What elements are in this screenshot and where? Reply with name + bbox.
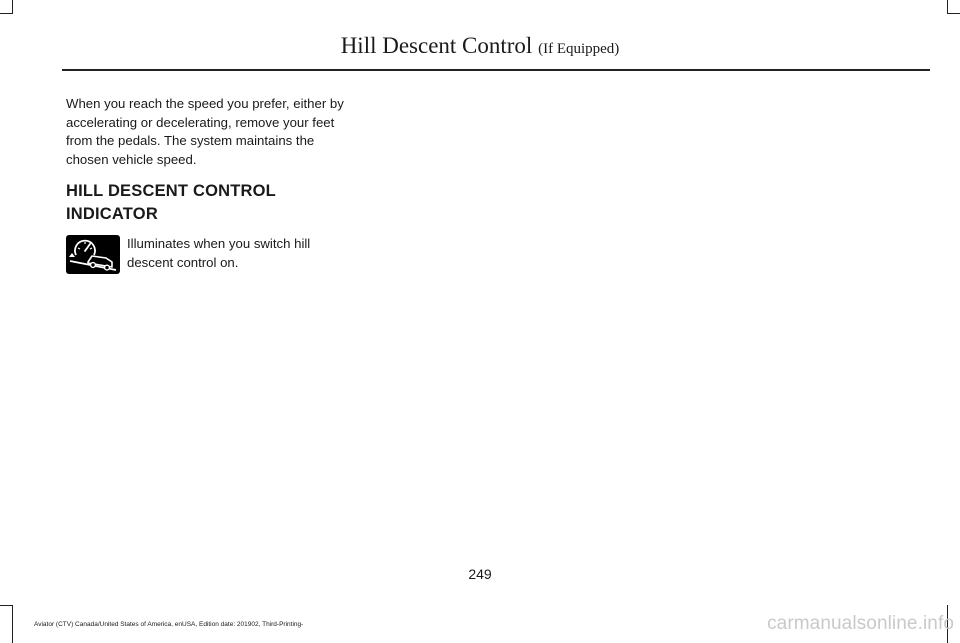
crop-mark-top-right-vertical (947, 0, 948, 14)
crop-mark-top-left-vertical (12, 0, 13, 14)
header-divider (62, 69, 930, 71)
section-qualifier: (If Equipped) (538, 41, 620, 57)
footer-edition-text: Aviator (CTV) Canada/United States of America, enUSA, Edition date: 201902, Third-Printing- (34, 621, 304, 628)
crop-mark-bottom-left-horizontal (0, 605, 13, 606)
watermark: carmanualsonline.info (767, 613, 954, 634)
crop-mark-bottom-left-vertical (12, 605, 13, 643)
section-heading: HILL DESCENT CONTROL INDICATOR (66, 182, 276, 223)
crop-mark-top-left-horizontal (0, 13, 13, 14)
section-title: Hill Descent Control (340, 33, 533, 58)
body-paragraph: When you reach the speed you prefer, either by accelerating or decelerating, remove your feet from the pedals. The system maintains the chosen vehicle speed. (66, 96, 344, 167)
hill-descent-control-icon (66, 235, 120, 274)
crop-mark-top-right-horizontal (947, 13, 960, 14)
page-header (0, 33, 960, 59)
indicator-description: Illuminates when you switch hill descent control on. (127, 236, 311, 270)
page-number: 249 (468, 566, 492, 582)
